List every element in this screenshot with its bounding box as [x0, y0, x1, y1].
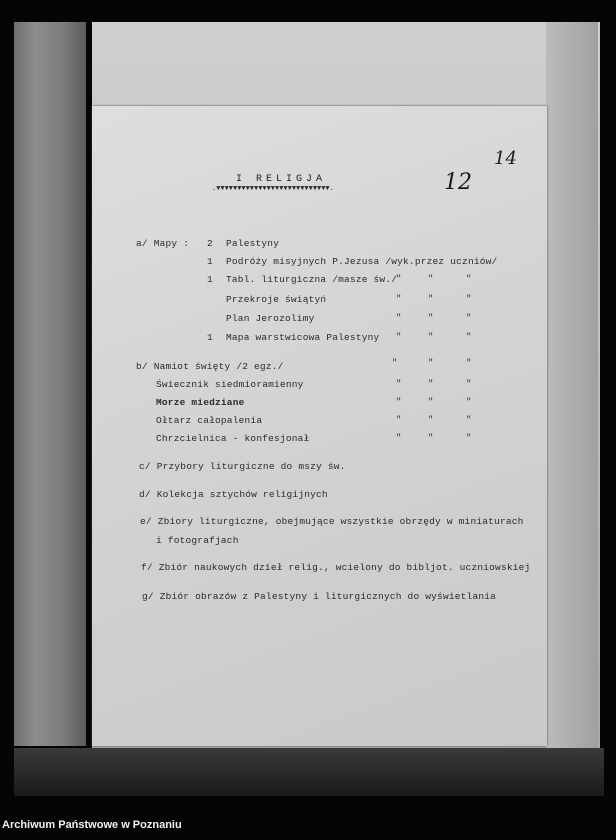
- section-b-label: b/ Namiot święty /2 egz./: [136, 361, 284, 372]
- page-title: I RELIGJA: [236, 174, 327, 185]
- ditto-mark: ": [466, 379, 472, 389]
- ditto-mark: ": [396, 433, 402, 443]
- ditto-mark: ": [428, 294, 434, 304]
- list-item: Palestyny: [226, 238, 280, 249]
- ditto-mark: ": [466, 332, 472, 342]
- section-f-item: f/ Zbiór naukowych dzieł relig., wcielony do bibljot. uczniowskiej: [141, 562, 531, 573]
- list-item-qty: 2: [207, 238, 213, 249]
- ditto-mark: ": [396, 415, 402, 425]
- ditto-mark: ": [466, 358, 472, 368]
- ditto-mark: ": [428, 358, 434, 368]
- ditto-mark: ": [396, 397, 402, 407]
- ditto-mark: ": [396, 332, 402, 342]
- ditto-mark: ": [428, 274, 434, 284]
- section-e-item-continuation: i fotografjach: [156, 535, 239, 546]
- list-item-qty: 1: [207, 332, 213, 343]
- ditto-mark: ": [428, 433, 434, 443]
- handwritten-page-number: 12: [444, 170, 472, 195]
- ditto-mark: ": [466, 397, 472, 407]
- ditto-mark: ": [428, 415, 434, 425]
- ditto-mark: ": [428, 379, 434, 389]
- background-bottom-band: [14, 748, 604, 796]
- ditto-mark: ": [428, 332, 434, 342]
- ditto-mark: ": [396, 313, 402, 323]
- list-item: Ołtarz całopalenia: [156, 415, 263, 426]
- ditto-mark: ": [466, 274, 472, 284]
- list-item-qty: 1: [207, 274, 213, 285]
- list-item: Chrzcielnica - konfesjonał: [156, 433, 310, 444]
- ditto-mark: ": [428, 397, 434, 407]
- section-c-item: c/ Przybory liturgiczne do mszy św.: [139, 461, 346, 472]
- title-underline: .▼▼▼▼▼▼▼▼▼▼▼▼▼▼▼▼▼▼▼▼▼▼▼▼▼▼▼.: [212, 185, 334, 193]
- ditto-mark: ": [396, 294, 402, 304]
- list-item: Świecznik siedmioramienny: [156, 379, 304, 390]
- background-left-sheet: [14, 22, 86, 746]
- section-g-item: g/ Zbiór obrazów z Palestyny i liturgicznych do wyświetlania: [142, 591, 497, 602]
- ditto-mark: ": [392, 358, 398, 368]
- document-page: [92, 106, 547, 746]
- ditto-mark: ": [466, 433, 472, 443]
- ditto-mark: ": [428, 313, 434, 323]
- archive-caption: Archiwum Państwowe w Poznaniu: [2, 819, 182, 831]
- ditto-mark: ": [466, 415, 472, 425]
- ditto-mark: ": [396, 274, 402, 284]
- section-e-item: e/ Zbiory liturgiczne, obejmujące wszystkie obrzędy w miniaturach: [140, 516, 524, 527]
- handwritten-corner-number: 14: [494, 148, 517, 169]
- list-item: Podróży misyjnych P.Jezusa /wyk.przez uczniów/: [226, 256, 498, 267]
- ditto-mark: ": [396, 379, 402, 389]
- list-item-qty: 1: [207, 256, 213, 267]
- background-right-sheet: [546, 22, 598, 752]
- list-item: Mapa warstwicowa Palestyny: [226, 332, 380, 343]
- list-item: Plan Jerozolimy: [226, 313, 315, 324]
- section-a-label: a/ Mapy :: [136, 238, 190, 249]
- list-item: Tabl. liturgiczna /masze św./: [226, 274, 398, 285]
- section-d-item: d/ Kolekcja sztychów religijnych: [139, 489, 328, 500]
- list-item: Morze miedziane: [156, 397, 245, 408]
- ditto-mark: ": [466, 313, 472, 323]
- list-item: Przekroje świątyń: [226, 294, 327, 305]
- ditto-mark: ": [466, 294, 472, 304]
